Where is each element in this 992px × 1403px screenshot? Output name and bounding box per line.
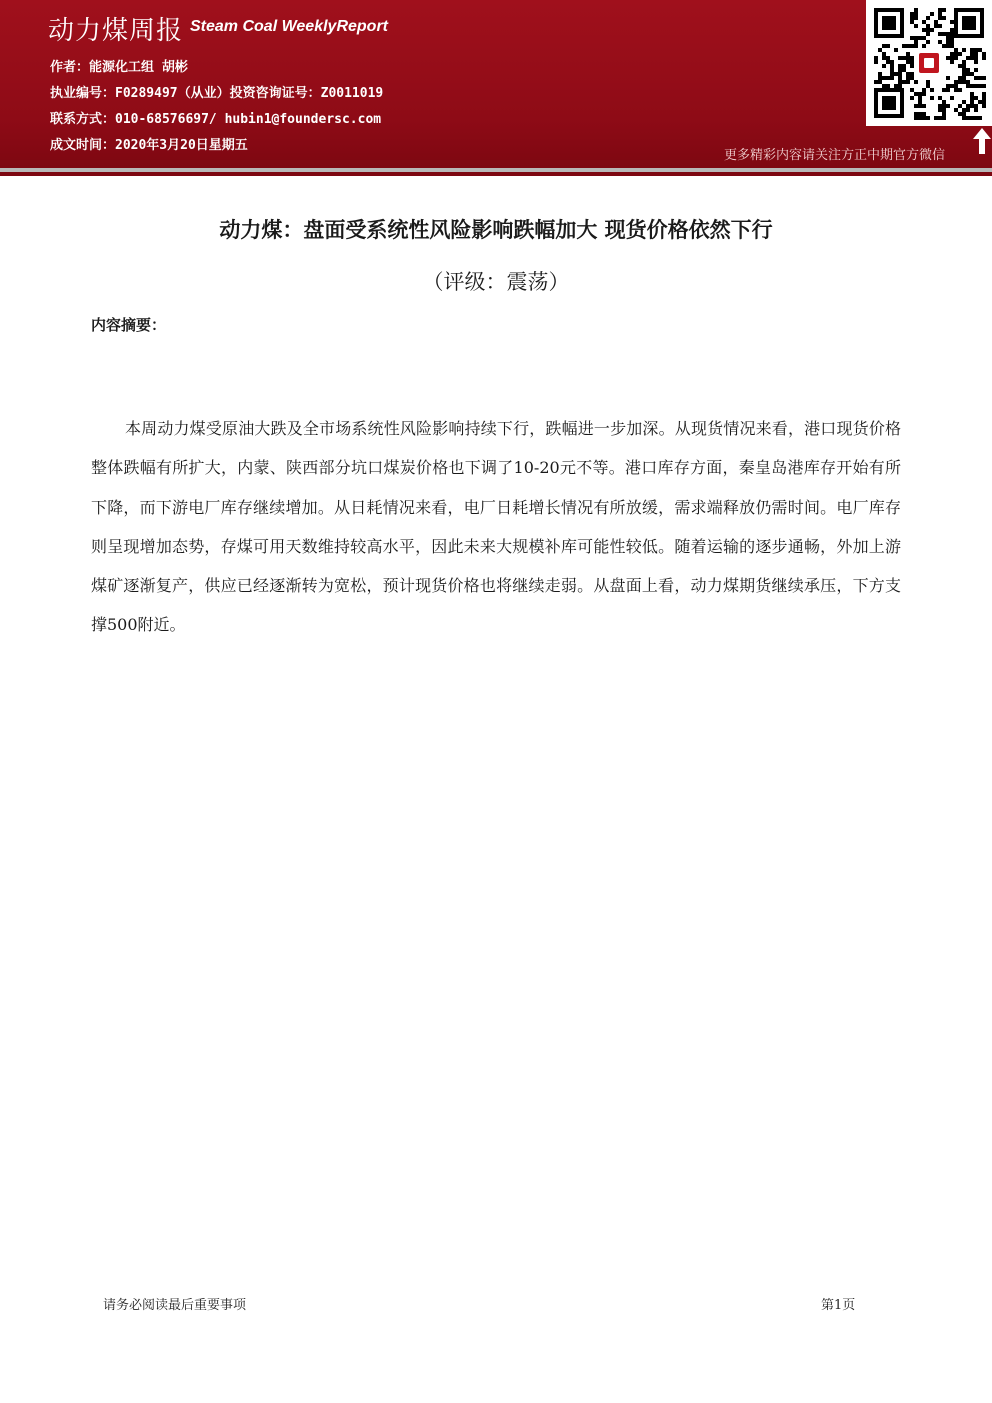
date-line: 成文时间：2020年3月20日星期五 (50, 138, 248, 153)
license-line: 执业编号：F0289497（从业）投资咨询证号：Z0011019 (50, 86, 384, 101)
follow-wechat-text: 更多精彩内容请关注方正中期官方微信 (724, 148, 946, 163)
document-title: 动力煤：盘面受系统性风险影响跌幅加大 现货价格依然下行 (219, 218, 773, 242)
header-divider-dark (0, 172, 992, 176)
footer-notice: 请务必阅读最后重要事项 (103, 1298, 247, 1313)
author-line: 作者：能源化工组 胡彬 (50, 60, 188, 75)
document-rating: （评级：震荡） (422, 270, 570, 294)
contact-line: 联系方式：010-68576697/ hubin1@foundersc.com (50, 112, 382, 127)
qr-code-icon[interactable] (866, 0, 992, 126)
summary-body: 本周动力煤受原油大跌及全市场系统性风险影响持续下行，跌幅进一步加深。从现货情况来看，港口现货价格整体跌幅有所扩大，内蒙、陕西部分坑口煤炭价格也下调了10-20元不等。港口库存方面，秦皇岛港库存开始有所下降，而下游电厂库存继续增加。从日耗情况来看，电厂日耗增长情况有所放缓，需求端释放仍需时间。电厂库存则呈现增加态势，存煤可用天数维持较高水平，因此未来大规模补库可能性较低。随着运输的逐步通畅，外加上游煤矿逐渐复产，供应已经逐渐转为宽松，预计现货价格也将继续走弱。从盘面上看，动力煤期货继续承压，下方支撑500附近。 (91, 419, 901, 635)
up-arrow-icon (972, 126, 992, 156)
report-title-en: Steam Coal WeeklyReport (190, 18, 388, 35)
report-title-cn: 动力煤周报 (48, 16, 184, 46)
summary-label: 内容摘要： (91, 316, 167, 334)
page-number: 第1页 (821, 1298, 856, 1313)
